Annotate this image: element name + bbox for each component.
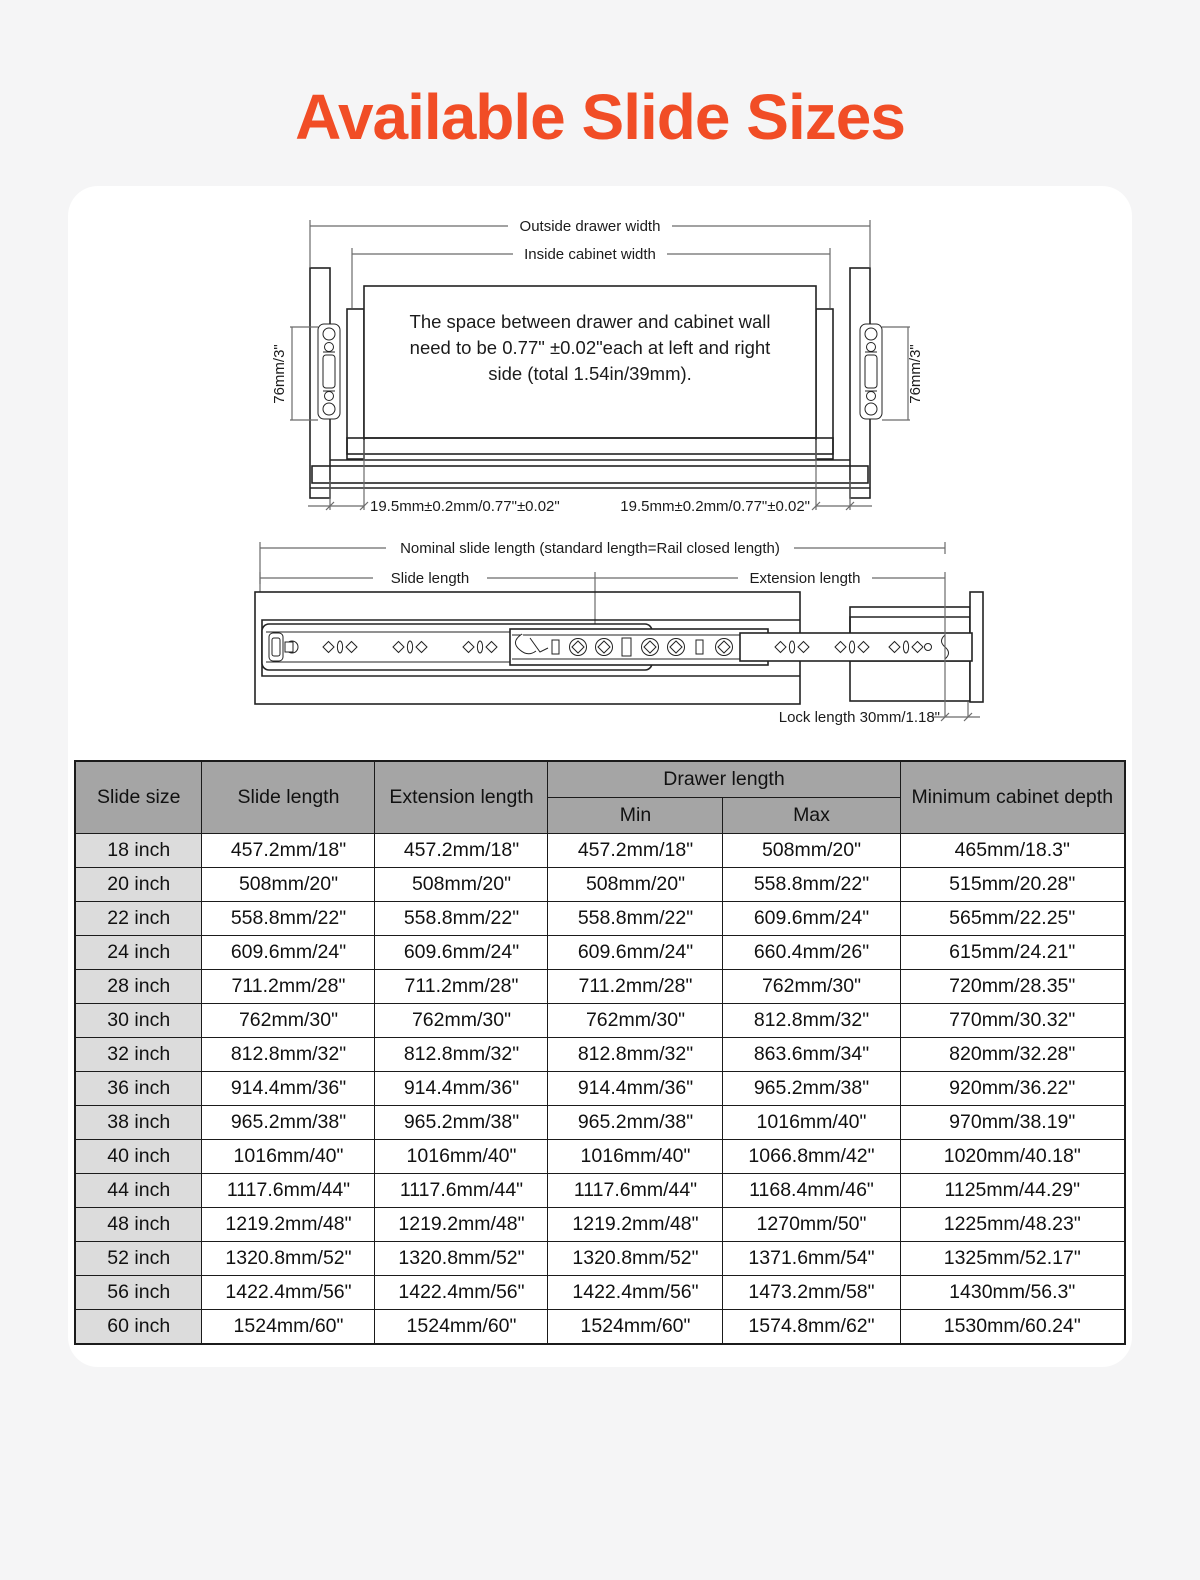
- cell-value: 457.2mm/18": [548, 834, 723, 868]
- cell-value: 1219.2mm/48": [548, 1208, 723, 1242]
- cell-value: 812.8mm/32": [548, 1038, 723, 1072]
- slide-length-diagram: [200, 534, 1000, 734]
- cell-value: 1530mm/60.24": [900, 1310, 1125, 1345]
- table-row: [75, 868, 1125, 902]
- cell-value: 762mm/30": [723, 970, 900, 1004]
- cell-value: 1125mm/44.29": [900, 1174, 1125, 1208]
- page: [0, 80, 1200, 1367]
- table-row: [75, 1242, 1125, 1276]
- slide-height-label-right: 76mm/3": [907, 344, 924, 404]
- header-slide-length: Slide length: [202, 761, 375, 834]
- cell-value: 465mm/18.3": [900, 834, 1125, 868]
- cell-value: 1168.4mm/46": [723, 1174, 900, 1208]
- side-gap-label-left: 19.5mm±0.2mm/0.77"±0.02": [370, 498, 560, 515]
- cell-slide-size: 36 inch: [75, 1072, 202, 1106]
- header-slide-size: Slide size: [75, 761, 202, 834]
- cell-value: 1524mm/60": [375, 1310, 548, 1345]
- slide-sizes-table-body: [75, 834, 1125, 1345]
- drawer-wall-right: [816, 309, 833, 459]
- table-row: [75, 1208, 1125, 1242]
- cell-value: 1320.8mm/52": [375, 1242, 548, 1276]
- spacing-note-line1: The space between drawer and cabinet wall: [409, 311, 771, 332]
- cell-value: 457.2mm/18": [202, 834, 375, 868]
- cell-value: 1320.8mm/52": [548, 1242, 723, 1276]
- table-row: [75, 936, 1125, 970]
- side-gap-label-right: 19.5mm±0.2mm/0.77"±0.02": [620, 498, 810, 515]
- drawer-box: [364, 286, 816, 438]
- cell-value: 1219.2mm/48": [375, 1208, 548, 1242]
- cell-value: 812.8mm/32": [723, 1004, 900, 1038]
- slide-height-dimension-right: [882, 327, 924, 420]
- cell-value: 565mm/22.25": [900, 902, 1125, 936]
- cell-value: 1016mm/40": [375, 1140, 548, 1174]
- table-row: [75, 834, 1125, 868]
- inside-cabinet-width-label: Inside cabinet width: [524, 246, 656, 263]
- cell-value: 762mm/30": [202, 1004, 375, 1038]
- side-gap-dimension-right: [620, 440, 872, 515]
- drawer-wall-left: [347, 309, 364, 459]
- cell-value: 812.8mm/32": [202, 1038, 375, 1072]
- cabinet-bottom-board: [312, 466, 868, 483]
- cell-value: 558.8mm/22": [723, 868, 900, 902]
- table-row: [75, 1038, 1125, 1072]
- cell-value: 1320.8mm/52": [202, 1242, 375, 1276]
- table-row: [75, 1276, 1125, 1310]
- cell-value: 965.2mm/38": [375, 1106, 548, 1140]
- cell-value: 965.2mm/38": [548, 1106, 723, 1140]
- cell-value: 1422.4mm/56": [548, 1276, 723, 1310]
- cell-slide-size: 56 inch: [75, 1276, 202, 1310]
- cell-value: 609.6mm/24": [548, 936, 723, 970]
- cell-slide-size: 38 inch: [75, 1106, 202, 1140]
- slide-length-label: Slide length: [390, 570, 470, 587]
- cell-value: 1524mm/60": [548, 1310, 723, 1345]
- cell-slide-size: 30 inch: [75, 1004, 202, 1038]
- cell-slide-size: 28 inch: [75, 970, 202, 1004]
- cell-value: 1016mm/40": [548, 1140, 723, 1174]
- table-row: [75, 1072, 1125, 1106]
- cell-slide-size: 40 inch: [75, 1140, 202, 1174]
- cell-value: 1270mm/50": [723, 1208, 900, 1242]
- table-header: [75, 761, 1125, 834]
- cell-value: 914.4mm/36": [202, 1072, 375, 1106]
- cell-value: 1430mm/56.3": [900, 1276, 1125, 1310]
- cell-value: 914.4mm/36": [548, 1072, 723, 1106]
- cell-value: 1016mm/40": [202, 1140, 375, 1174]
- cell-value: 965.2mm/38": [202, 1106, 375, 1140]
- cell-value: 920mm/36.22": [900, 1072, 1125, 1106]
- cell-value: 1066.8mm/42": [723, 1140, 900, 1174]
- cell-slide-size: 48 inch: [75, 1208, 202, 1242]
- cell-value: 1020mm/40.18": [900, 1140, 1125, 1174]
- cell-value: 762mm/30": [548, 1004, 723, 1038]
- cell-value: 770mm/30.32": [900, 1004, 1125, 1038]
- cell-value: 508mm/20": [375, 868, 548, 902]
- header-extension-length: Extension length: [375, 761, 548, 834]
- cell-value: 863.6mm/34": [723, 1038, 900, 1072]
- table-row: [75, 1140, 1125, 1174]
- header-drawer-min: Min: [548, 798, 723, 834]
- cell-value: 558.8mm/22": [202, 902, 375, 936]
- slide-height-label-left: 76mm/3": [271, 344, 288, 404]
- nominal-length-label: Nominal slide length (standard length=Rail closed length): [400, 540, 780, 557]
- slide-height-dimension-left: [271, 327, 318, 420]
- header-min-cabinet-depth: Minimum cabinet depth: [900, 761, 1125, 834]
- cell-value: 1117.6mm/44": [548, 1174, 723, 1208]
- cell-value: 711.2mm/28": [202, 970, 375, 1004]
- table-row: [75, 1310, 1125, 1345]
- header-drawer-length: Drawer length: [548, 761, 900, 798]
- spacing-note-line3: side (total 1.54in/39mm).: [488, 363, 692, 384]
- lock-length-dimension: [779, 702, 980, 726]
- cell-value: 609.6mm/24": [375, 936, 548, 970]
- cell-slide-size: 24 inch: [75, 936, 202, 970]
- slide-cross-section-right-icon: [860, 324, 882, 419]
- cell-value: 1574.8mm/62": [723, 1310, 900, 1345]
- side-gap-dimension-left: [308, 440, 560, 515]
- table-row: [75, 1106, 1125, 1140]
- cell-value: 1524mm/60": [202, 1310, 375, 1345]
- cell-slide-size: 52 inch: [75, 1242, 202, 1276]
- cell-value: 1473.2mm/58": [723, 1276, 900, 1310]
- cell-value: 1117.6mm/44": [202, 1174, 375, 1208]
- cell-value: 558.8mm/22": [548, 902, 723, 936]
- cell-value: 660.4mm/26": [723, 936, 900, 970]
- cell-value: 609.6mm/24": [202, 936, 375, 970]
- cell-value: 762mm/30": [375, 1004, 548, 1038]
- table-row: [75, 1004, 1125, 1038]
- cell-value: 965.2mm/38": [723, 1072, 900, 1106]
- content-panel: [68, 186, 1132, 1367]
- cell-value: 558.8mm/22": [375, 902, 548, 936]
- cell-value: 515mm/20.28": [900, 868, 1125, 902]
- extension-rail: [740, 633, 972, 661]
- spacing-note-line2: need to be 0.77" ±0.02"each at left and right: [409, 337, 771, 358]
- cell-slide-size: 60 inch: [75, 1310, 202, 1345]
- extension-length-label: Extension length: [749, 570, 861, 587]
- cell-value: 1422.4mm/56": [202, 1276, 375, 1310]
- cell-value: 508mm/20": [548, 868, 723, 902]
- cell-value: 508mm/20": [202, 868, 375, 902]
- cell-value: 711.2mm/28": [548, 970, 723, 1004]
- middle-rail-lock: [510, 629, 768, 665]
- cell-slide-size: 18 inch: [75, 834, 202, 868]
- cell-value: 1219.2mm/48": [202, 1208, 375, 1242]
- page-title: Available Slide Sizes: [295, 81, 905, 153]
- cell-slide-size: 32 inch: [75, 1038, 202, 1072]
- cell-value: 508mm/20": [723, 834, 900, 868]
- cell-slide-size: 22 inch: [75, 902, 202, 936]
- cell-value: 720mm/28.35": [900, 970, 1125, 1004]
- cell-value: 1225mm/48.23": [900, 1208, 1125, 1242]
- header-drawer-max: Max: [723, 798, 900, 834]
- cell-value: 609.6mm/24": [723, 902, 900, 936]
- cell-value: 970mm/38.19": [900, 1106, 1125, 1140]
- cell-slide-size: 20 inch: [75, 868, 202, 902]
- drawer-width-diagram: [270, 212, 930, 520]
- drawer-bottom-board: [347, 438, 833, 454]
- outside-drawer-width-label: Outside drawer width: [519, 218, 661, 235]
- cell-value: 1117.6mm/44": [375, 1174, 548, 1208]
- cell-value: 1325mm/52.17": [900, 1242, 1125, 1276]
- cell-value: 1422.4mm/56": [375, 1276, 548, 1310]
- cell-value: 615mm/24.21": [900, 936, 1125, 970]
- cell-value: 1371.6mm/54": [723, 1242, 900, 1276]
- table-row: [75, 1174, 1125, 1208]
- cell-value: 820mm/32.28": [900, 1038, 1125, 1072]
- cell-value: 812.8mm/32": [375, 1038, 548, 1072]
- slide-sizes-table: [74, 760, 1126, 1345]
- cell-value: 914.4mm/36": [375, 1072, 548, 1106]
- slide-cross-section-left-icon: [318, 324, 340, 419]
- cell-value: 711.2mm/28": [375, 970, 548, 1004]
- table-row: [75, 970, 1125, 1004]
- lock-length-label: Lock length 30mm/1.18": [778, 709, 940, 726]
- cell-slide-size: 44 inch: [75, 1174, 202, 1208]
- cell-value: 1016mm/40": [723, 1106, 900, 1140]
- cell-value: 457.2mm/18": [375, 834, 548, 868]
- table-row: [75, 902, 1125, 936]
